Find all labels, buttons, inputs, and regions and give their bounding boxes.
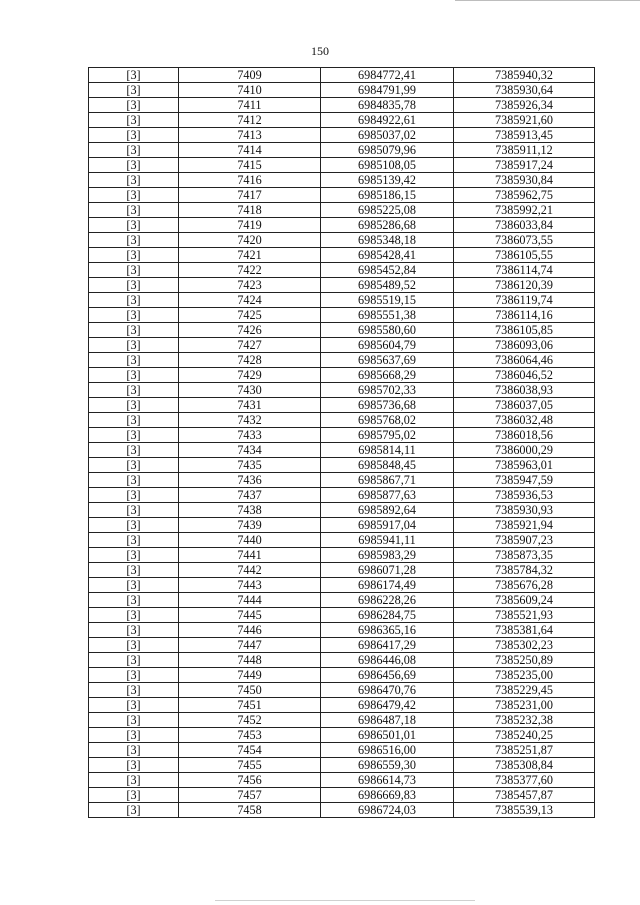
- table-row: [89, 608, 595, 623]
- table-cell-x-coordinate: 6986559,30: [321, 758, 454, 773]
- table-cell-x-coordinate: 6985917,04: [321, 518, 454, 533]
- table-cell-point-number: 7415: [179, 158, 321, 173]
- table-cell-point-number: 7441: [179, 548, 321, 563]
- table-cell-reference: [3]: [89, 203, 179, 218]
- table-cell-y-coordinate: 7386033,84: [454, 218, 595, 233]
- table-row: [89, 353, 595, 368]
- table-cell-point-number: 7413: [179, 128, 321, 143]
- table-cell-x-coordinate: 6985286,68: [321, 218, 454, 233]
- table-cell-reference: [3]: [89, 398, 179, 413]
- table-cell-reference: [3]: [89, 443, 179, 458]
- table-cell-y-coordinate: 7385962,75: [454, 188, 595, 203]
- table-row: [89, 488, 595, 503]
- table-cell-y-coordinate: 7386046,52: [454, 368, 595, 383]
- table-cell-reference: [3]: [89, 803, 179, 818]
- table-row: [89, 293, 595, 308]
- table-cell-point-number: 7436: [179, 473, 321, 488]
- table-cell-x-coordinate: 6985519,15: [321, 293, 454, 308]
- table-row: [89, 413, 595, 428]
- table-cell-y-coordinate: 7386032,48: [454, 413, 595, 428]
- table-cell-reference: [3]: [89, 278, 179, 293]
- table-cell-y-coordinate: 7386120,39: [454, 278, 595, 293]
- table-cell-x-coordinate: 6985768,02: [321, 413, 454, 428]
- table-cell-reference: [3]: [89, 263, 179, 278]
- table-cell-point-number: 7420: [179, 233, 321, 248]
- table-cell-x-coordinate: 6985668,29: [321, 368, 454, 383]
- table-row: [89, 248, 595, 263]
- table-cell-x-coordinate: 6985348,18: [321, 233, 454, 248]
- table-cell-point-number: 7456: [179, 773, 321, 788]
- table-cell-reference: [3]: [89, 503, 179, 518]
- table-cell-y-coordinate: 7386018,56: [454, 428, 595, 443]
- table-cell-y-coordinate: 7385930,84: [454, 173, 595, 188]
- table-cell-point-number: 7431: [179, 398, 321, 413]
- table-cell-point-number: 7412: [179, 113, 321, 128]
- table-row: [89, 698, 595, 713]
- table-cell-y-coordinate: 7385926,34: [454, 98, 595, 113]
- scan-edge-bottom: [215, 900, 475, 901]
- table-row: [89, 773, 595, 788]
- table-cell-x-coordinate: 6985452,84: [321, 263, 454, 278]
- table-cell-x-coordinate: 6986501,01: [321, 728, 454, 743]
- table-cell-point-number: 7439: [179, 518, 321, 533]
- table-row: [89, 743, 595, 758]
- table-row: [89, 653, 595, 668]
- table-row: [89, 263, 595, 278]
- table-cell-point-number: 7451: [179, 698, 321, 713]
- table-row: [89, 518, 595, 533]
- table-row: [89, 308, 595, 323]
- table-cell-x-coordinate: 6985814,11: [321, 443, 454, 458]
- table-cell-x-coordinate: 6985848,45: [321, 458, 454, 473]
- table-row: [89, 98, 595, 113]
- table-cell-y-coordinate: 7386064,46: [454, 353, 595, 368]
- table-cell-y-coordinate: 7385609,24: [454, 593, 595, 608]
- table-cell-x-coordinate: 6986669,83: [321, 788, 454, 803]
- table-cell-y-coordinate: 7385240,25: [454, 728, 595, 743]
- table-row: [89, 143, 595, 158]
- table-row: [89, 668, 595, 683]
- table-cell-point-number: 7450: [179, 683, 321, 698]
- table-row: [89, 383, 595, 398]
- table-cell-y-coordinate: 7385873,35: [454, 548, 595, 563]
- table-cell-reference: [3]: [89, 128, 179, 143]
- table-row: [89, 323, 595, 338]
- table-cell-point-number: 7419: [179, 218, 321, 233]
- table-cell-point-number: 7411: [179, 98, 321, 113]
- table-cell-point-number: 7410: [179, 83, 321, 98]
- table-row: [89, 578, 595, 593]
- table-cell-y-coordinate: 7385251,87: [454, 743, 595, 758]
- table-cell-point-number: 7442: [179, 563, 321, 578]
- table-cell-reference: [3]: [89, 113, 179, 128]
- table-cell-point-number: 7421: [179, 248, 321, 263]
- table-cell-reference: [3]: [89, 413, 179, 428]
- scan-edge-top: [455, 0, 640, 1]
- table-cell-reference: [3]: [89, 248, 179, 263]
- table-cell-reference: [3]: [89, 788, 179, 803]
- table-cell-y-coordinate: 7385911,12: [454, 143, 595, 158]
- table-cell-point-number: 7426: [179, 323, 321, 338]
- table-cell-y-coordinate: 7386119,74: [454, 293, 595, 308]
- table-cell-y-coordinate: 7385992,21: [454, 203, 595, 218]
- table-cell-point-number: 7422: [179, 263, 321, 278]
- table-cell-x-coordinate: 6986174,49: [321, 578, 454, 593]
- table-cell-x-coordinate: 6984835,78: [321, 98, 454, 113]
- table-cell-x-coordinate: 6985702,33: [321, 383, 454, 398]
- table-cell-point-number: 7430: [179, 383, 321, 398]
- table-cell-y-coordinate: 7385921,94: [454, 518, 595, 533]
- table-row: [89, 713, 595, 728]
- table-cell-y-coordinate: 7386000,29: [454, 443, 595, 458]
- table-row: [89, 173, 595, 188]
- table-row: [89, 683, 595, 698]
- table-cell-y-coordinate: 7385381,64: [454, 623, 595, 638]
- table-cell-point-number: 7425: [179, 308, 321, 323]
- table-row: [89, 638, 595, 653]
- table-cell-point-number: 7443: [179, 578, 321, 593]
- table-cell-point-number: 7457: [179, 788, 321, 803]
- table-cell-x-coordinate: 6985867,71: [321, 473, 454, 488]
- table-cell-reference: [3]: [89, 98, 179, 113]
- table-row: [89, 368, 595, 383]
- table-cell-x-coordinate: 6985795,02: [321, 428, 454, 443]
- table-cell-reference: [3]: [89, 473, 179, 488]
- table-cell-y-coordinate: 7385963,01: [454, 458, 595, 473]
- table-cell-point-number: 7454: [179, 743, 321, 758]
- table-cell-reference: [3]: [89, 653, 179, 668]
- table-cell-x-coordinate: 6985037,02: [321, 128, 454, 143]
- table-cell-y-coordinate: 7385940,32: [454, 68, 595, 83]
- table-cell-x-coordinate: 6986614,73: [321, 773, 454, 788]
- table-cell-y-coordinate: 7385913,45: [454, 128, 595, 143]
- table-cell-point-number: 7446: [179, 623, 321, 638]
- table-cell-reference: [3]: [89, 83, 179, 98]
- table-cell-x-coordinate: 6986284,75: [321, 608, 454, 623]
- table-cell-reference: [3]: [89, 428, 179, 443]
- table-cell-x-coordinate: 6985428,41: [321, 248, 454, 263]
- table-cell-y-coordinate: 7385521,93: [454, 608, 595, 623]
- table-cell-point-number: 7440: [179, 533, 321, 548]
- table-cell-x-coordinate: 6985580,60: [321, 323, 454, 338]
- table-cell-x-coordinate: 6986724,03: [321, 803, 454, 818]
- table-cell-x-coordinate: 6986365,16: [321, 623, 454, 638]
- table-cell-y-coordinate: 7385947,59: [454, 473, 595, 488]
- table-cell-x-coordinate: 6985637,69: [321, 353, 454, 368]
- table-cell-y-coordinate: 7385907,23: [454, 533, 595, 548]
- table-cell-point-number: 7414: [179, 143, 321, 158]
- table-cell-reference: [3]: [89, 143, 179, 158]
- table-cell-reference: [3]: [89, 338, 179, 353]
- table-cell-y-coordinate: 7385308,84: [454, 758, 595, 773]
- table-cell-y-coordinate: 7385235,00: [454, 668, 595, 683]
- table-cell-x-coordinate: 6985225,08: [321, 203, 454, 218]
- table-cell-point-number: 7448: [179, 653, 321, 668]
- table-cell-y-coordinate: 7386114,16: [454, 308, 595, 323]
- table-cell-point-number: 7428: [179, 353, 321, 368]
- table-cell-point-number: 7458: [179, 803, 321, 818]
- table-row: [89, 218, 595, 233]
- table-row: [89, 398, 595, 413]
- table-row: [89, 548, 595, 563]
- table-row: [89, 203, 595, 218]
- table-cell-reference: [3]: [89, 578, 179, 593]
- table-row: [89, 128, 595, 143]
- table-cell-point-number: 7418: [179, 203, 321, 218]
- coordinates-table-body: [89, 68, 595, 818]
- table-row: [89, 563, 595, 578]
- table-cell-x-coordinate: 6985983,29: [321, 548, 454, 563]
- table-cell-x-coordinate: 6985079,96: [321, 143, 454, 158]
- table-cell-point-number: 7437: [179, 488, 321, 503]
- table-cell-point-number: 7427: [179, 338, 321, 353]
- table-cell-point-number: 7452: [179, 713, 321, 728]
- table-cell-x-coordinate: 6985941,11: [321, 533, 454, 548]
- table-cell-reference: [3]: [89, 218, 179, 233]
- table-row: [89, 83, 595, 98]
- table-cell-y-coordinate: 7385930,93: [454, 503, 595, 518]
- table-cell-reference: [3]: [89, 308, 179, 323]
- table-row: [89, 338, 595, 353]
- table-cell-reference: [3]: [89, 188, 179, 203]
- table-cell-x-coordinate: 6986487,18: [321, 713, 454, 728]
- table-cell-reference: [3]: [89, 158, 179, 173]
- table-cell-y-coordinate: 7386093,06: [454, 338, 595, 353]
- table-cell-reference: [3]: [89, 353, 179, 368]
- table-cell-point-number: 7429: [179, 368, 321, 383]
- table-cell-reference: [3]: [89, 563, 179, 578]
- table-cell-reference: [3]: [89, 518, 179, 533]
- table-cell-x-coordinate: 6986470,76: [321, 683, 454, 698]
- table-cell-x-coordinate: 6986071,28: [321, 563, 454, 578]
- table-cell-reference: [3]: [89, 773, 179, 788]
- table-cell-x-coordinate: 6985108,05: [321, 158, 454, 173]
- table-cell-point-number: 7447: [179, 638, 321, 653]
- table-cell-x-coordinate: 6986417,29: [321, 638, 454, 653]
- table-cell-point-number: 7434: [179, 443, 321, 458]
- table-cell-reference: [3]: [89, 713, 179, 728]
- table-cell-y-coordinate: 7386038,93: [454, 383, 595, 398]
- table-cell-point-number: 7444: [179, 593, 321, 608]
- table-cell-y-coordinate: 7385917,24: [454, 158, 595, 173]
- table-cell-x-coordinate: 6986516,00: [321, 743, 454, 758]
- table-cell-y-coordinate: 7385539,13: [454, 803, 595, 818]
- table-row: [89, 233, 595, 248]
- table-cell-reference: [3]: [89, 323, 179, 338]
- table-cell-y-coordinate: 7386105,85: [454, 323, 595, 338]
- table-cell-y-coordinate: 7386105,55: [454, 248, 595, 263]
- table-cell-y-coordinate: 7385936,53: [454, 488, 595, 503]
- table-cell-x-coordinate: 6985551,38: [321, 308, 454, 323]
- table-cell-x-coordinate: 6986228,26: [321, 593, 454, 608]
- table-row: [89, 503, 595, 518]
- table-cell-reference: [3]: [89, 593, 179, 608]
- table-cell-point-number: 7435: [179, 458, 321, 473]
- table-cell-x-coordinate: 6985186,15: [321, 188, 454, 203]
- table-row: [89, 623, 595, 638]
- table-cell-reference: [3]: [89, 623, 179, 638]
- table-cell-y-coordinate: 7385232,38: [454, 713, 595, 728]
- table-cell-y-coordinate: 7385930,64: [454, 83, 595, 98]
- table-cell-reference: [3]: [89, 173, 179, 188]
- table-cell-y-coordinate: 7385676,28: [454, 578, 595, 593]
- table-cell-y-coordinate: 7385377,60: [454, 773, 595, 788]
- table-cell-x-coordinate: 6986456,69: [321, 668, 454, 683]
- table-cell-y-coordinate: 7385231,00: [454, 698, 595, 713]
- table-cell-reference: [3]: [89, 458, 179, 473]
- table-cell-point-number: 7455: [179, 758, 321, 773]
- table-cell-reference: [3]: [89, 68, 179, 83]
- table-row: [89, 113, 595, 128]
- table-row: [89, 803, 595, 818]
- table-row: [89, 473, 595, 488]
- page-number: 150: [311, 44, 329, 58]
- table-cell-point-number: 7423: [179, 278, 321, 293]
- table-cell-point-number: 7438: [179, 503, 321, 518]
- table-cell-point-number: 7416: [179, 173, 321, 188]
- table-cell-y-coordinate: 7385250,89: [454, 653, 595, 668]
- table-cell-point-number: 7424: [179, 293, 321, 308]
- table-cell-point-number: 7453: [179, 728, 321, 743]
- table-row: [89, 533, 595, 548]
- table-cell-x-coordinate: 6985892,64: [321, 503, 454, 518]
- table-cell-x-coordinate: 6985489,52: [321, 278, 454, 293]
- table-cell-reference: [3]: [89, 743, 179, 758]
- table-cell-x-coordinate: 6986446,08: [321, 653, 454, 668]
- table-cell-reference: [3]: [89, 533, 179, 548]
- table-cell-y-coordinate: 7385784,32: [454, 563, 595, 578]
- table-cell-point-number: 7409: [179, 68, 321, 83]
- table-cell-point-number: 7433: [179, 428, 321, 443]
- table-row: [89, 428, 595, 443]
- table-row: [89, 758, 595, 773]
- table-cell-x-coordinate: 6986479,42: [321, 698, 454, 713]
- table-cell-y-coordinate: 7386073,55: [454, 233, 595, 248]
- table-cell-point-number: 7445: [179, 608, 321, 623]
- table-cell-reference: [3]: [89, 668, 179, 683]
- table-row: [89, 158, 595, 173]
- table-cell-y-coordinate: 7385457,87: [454, 788, 595, 803]
- table-cell-reference: [3]: [89, 683, 179, 698]
- table-cell-reference: [3]: [89, 368, 179, 383]
- table-row: [89, 788, 595, 803]
- table-cell-x-coordinate: 6984772,41: [321, 68, 454, 83]
- table-cell-y-coordinate: 7386114,74: [454, 263, 595, 278]
- table-cell-reference: [3]: [89, 608, 179, 623]
- table-cell-reference: [3]: [89, 383, 179, 398]
- table-cell-y-coordinate: 7385921,60: [454, 113, 595, 128]
- table-row: [89, 728, 595, 743]
- table-cell-x-coordinate: 6985139,42: [321, 173, 454, 188]
- table-cell-reference: [3]: [89, 758, 179, 773]
- table-cell-x-coordinate: 6985604,79: [321, 338, 454, 353]
- table-row: [89, 188, 595, 203]
- table-cell-reference: [3]: [89, 638, 179, 653]
- table-cell-point-number: 7417: [179, 188, 321, 203]
- table-cell-y-coordinate: 7385302,23: [454, 638, 595, 653]
- table-cell-reference: [3]: [89, 233, 179, 248]
- table-cell-x-coordinate: 6985877,63: [321, 488, 454, 503]
- table-cell-x-coordinate: 6984791,99: [321, 83, 454, 98]
- table-row: [89, 443, 595, 458]
- table-row: [89, 593, 595, 608]
- table-row: [89, 278, 595, 293]
- table-row: [89, 458, 595, 473]
- table-cell-point-number: 7449: [179, 668, 321, 683]
- table-cell-reference: [3]: [89, 548, 179, 563]
- table-row: [89, 68, 595, 83]
- table-cell-point-number: 7432: [179, 413, 321, 428]
- table-cell-reference: [3]: [89, 698, 179, 713]
- table-cell-x-coordinate: 6984922,61: [321, 113, 454, 128]
- coordinates-table: [88, 67, 595, 818]
- table-cell-reference: [3]: [89, 293, 179, 308]
- table-cell-x-coordinate: 6985736,68: [321, 398, 454, 413]
- table-cell-y-coordinate: 7385229,45: [454, 683, 595, 698]
- table-cell-y-coordinate: 7386037,05: [454, 398, 595, 413]
- table-cell-reference: [3]: [89, 728, 179, 743]
- table-cell-reference: [3]: [89, 488, 179, 503]
